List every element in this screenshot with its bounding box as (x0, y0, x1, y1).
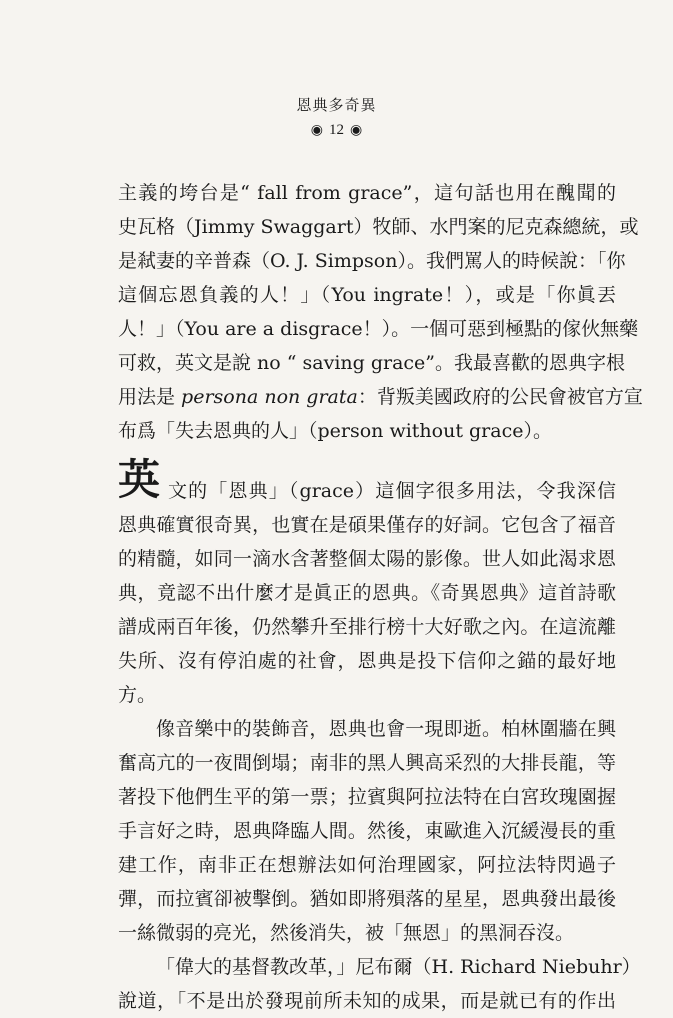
text-line: 人！」（You are a disgrace！）。一個可惡到極點的傢伙無藥 (118, 318, 639, 340)
text-line: 手言好之時，恩典降臨人間。然後，東歐進入沉緩漫長的重 (118, 820, 616, 842)
text-line: 史瓦格（Jimmy Swaggart）牧師、水門案的尼克森總統，或 (118, 216, 639, 238)
text-line: 像音樂中的裝飾音，恩典也會一現即逝。柏林圍牆在興 (156, 718, 616, 740)
text-line: 典，竟認不出什麼才是眞正的恩典。《奇異恩典》這首詩歌 (118, 582, 616, 604)
text-line: 恩典確實很奇異，也實在是碩果僅存的好詞。它包含了福音 (118, 514, 616, 536)
paragraph-4 (118, 950, 641, 1018)
italic-phrase: persona non grata (181, 386, 358, 408)
text-line: 奮高亢的一夜間倒塌；南非的黑人興高采烈的大排長龍，等 (118, 752, 616, 774)
text-line: 一絲微弱的亮光，然後消失，被「無恩」的黑洞吞沒。 (118, 922, 575, 944)
text-line (118, 455, 616, 508)
text-line: 布爲「失去恩典的人」（person without grace）。 (118, 420, 552, 442)
page-number: 12 (329, 122, 344, 138)
paragraph-3 (118, 712, 616, 950)
text-segment: 文的「恩典」（grace）這個字很多用法，令我深信 (168, 480, 616, 502)
text-line: 彈，而拉賓卻被擊倒。猶如即將殞落的星星，恩典發出最後 (118, 888, 616, 910)
text-line: 方。 (118, 684, 157, 706)
ornament-right-icon: ◉ (350, 123, 363, 138)
text-line: 這個忘恩負義的人！」（You ingrate！），或是「你眞丟 (118, 284, 616, 306)
text-line: 的精髓，如同一滴水含著整個太陽的影像。世人如此渴求恩 (118, 548, 616, 570)
text-segment: ：背叛美國政府的公民會被官方宣 (357, 386, 643, 408)
text-line: 說道，「不是出於發現前所未知的成果，而是就已有的作出 (118, 990, 616, 1012)
text-line: 著投下他們生平的第一票；拉賓與阿拉法特在白宮玫瑰園握 (118, 786, 616, 808)
paragraph-2 (118, 455, 616, 712)
ornament-left-icon: ◉ (310, 123, 323, 138)
text-line: 是弒妻的辛普森（O. J. Simpson）。我們罵人的時候說：「你 (118, 250, 626, 272)
paragraph-1 (118, 176, 643, 448)
drop-cap: 英 (118, 455, 161, 504)
text-line: 失所、沒有停泊處的社會，恩典是投下信仰之錨的最好地 (118, 650, 616, 672)
text-line: 「偉大的基督教改革，」尼布爾（H. Richard Niebuhr） (156, 956, 641, 978)
text-line (118, 380, 643, 414)
text-line: 譜成兩百年後，仍然攀升至排行榜十大好歌之內。在這流離 (118, 616, 616, 638)
text-line: 可救，英文是說 no “ saving grace”。我最喜歡的恩典字根 (118, 352, 626, 374)
text-line: 主義的垮台是“ fall from grace”，這句話也用在醜聞的 (118, 182, 616, 204)
page-number-block (0, 122, 673, 139)
body-text (118, 176, 643, 1018)
running-title: 恩典多奇異 (296, 96, 377, 114)
text-segment: 用法是 (118, 386, 182, 408)
text-line: 建工作，南非正在想辦法如何治理國家，阿拉法特閃過子 (118, 854, 616, 876)
section-gap (118, 448, 616, 474)
